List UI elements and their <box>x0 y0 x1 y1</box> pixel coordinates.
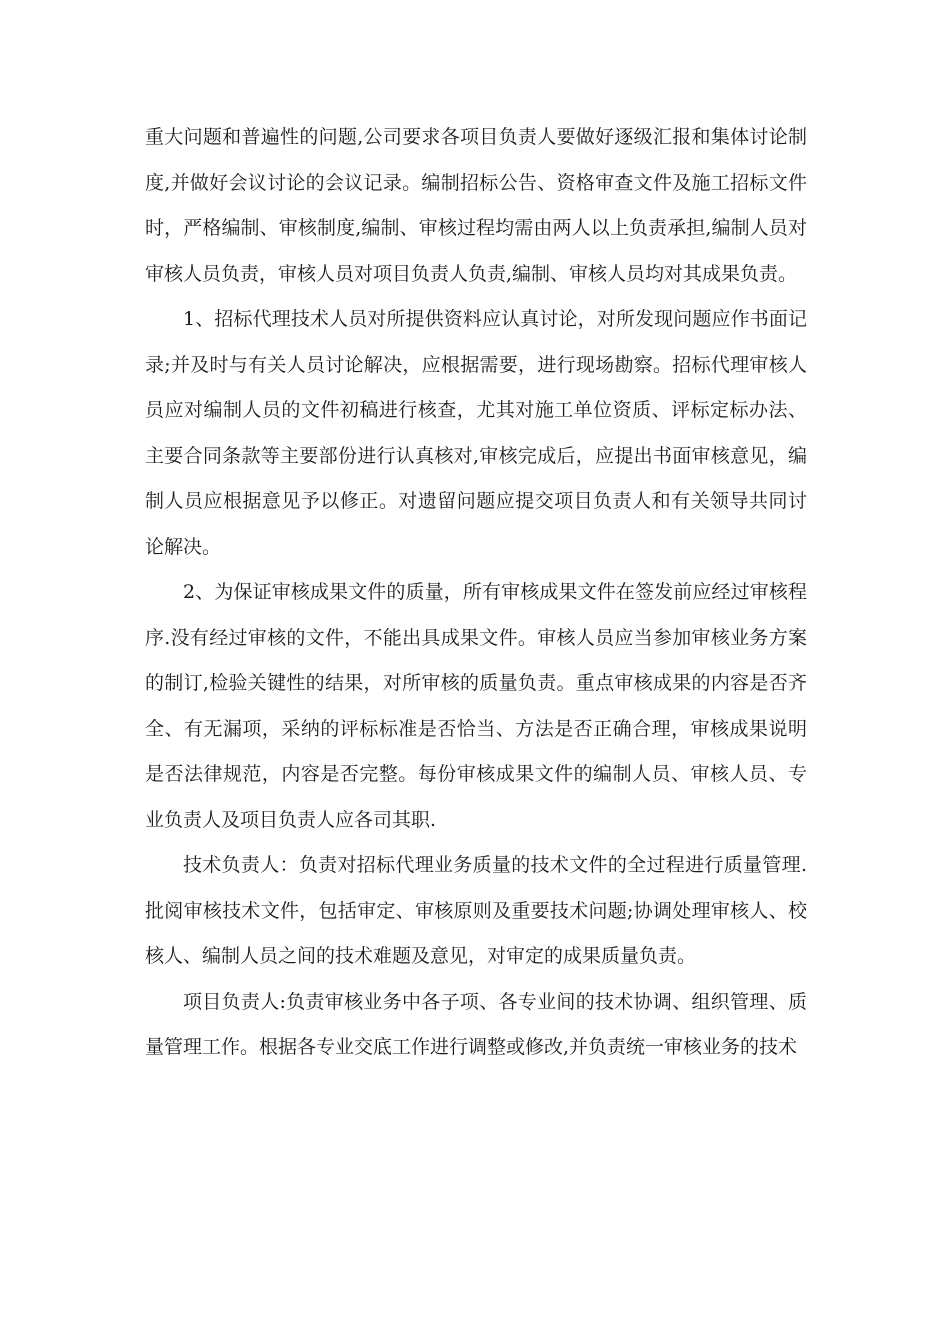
paragraph-3: 2、为保证审核成果文件的质量，所有审核成果文件在签发前应经过审核程序.没有经过审核的文件，不能出具成果文件。审核人员应当参加审核业务方案的制订,检验关键性的结果，对所审核的质量负责。重点审核成果的内容是否齐全、有无漏项，采纳的评标标准是否恰当、方法是否正确合理，审核成果说明是否法律规范，内容是否完整。每份审核成果文件的编制人员、审核人员、专业负责人及项目负责人应各司其职. <box>145 581 807 831</box>
paragraph-4: 技术负责人：负责对招标代理业务质量的技术文件的全过程进行质量管理.批阅审核技术文件，包括审定、审核原则及重要技术问题;协调处理审核人、校核人、编制人员之间的技术难题及意见，对审定的成果质量负责。 <box>145 854 807 967</box>
paragraph-1: 重大问题和普遍性的问题,公司要求各项目负责人要做好逐级汇报和集体讨论制度,并做好会议讨论的会议记录。编制招标公告、资格审查文件及施工招标文件时，严格编制、审核制度,编制、审核过程均需由两人以上负责承担,编制人员对审核人员负责，审核人员对项目负责人负责,编制、审核人员均对其成果负责。 <box>145 126 807 285</box>
paragraph-2: 1、招标代理技术人员对所提供资料应认真讨论，对所发现问题应作书面记录;并及时与有关人员讨论解决，应根据需要，进行现场勘察。招标代理审核人员应对编制人员的文件初稿进行核查，尤其对施工单位资质、评标定标办法、主要合同条款等主要部份进行认真核对,审核完成后，应提出书面审核意见，编制人员应根据意见予以修正。对遗留问题应提交项目负责人和有关领导共同讨论解决。 <box>145 308 807 558</box>
document-body <box>145 115 807 1071</box>
paragraph-5: 项目负责人:负责审核业务中各子项、各专业间的技术协调、组织管理、质量管理工作。根据各专业交底工作进行调整或修改,并负责统一审核业务的技术 <box>145 990 807 1058</box>
